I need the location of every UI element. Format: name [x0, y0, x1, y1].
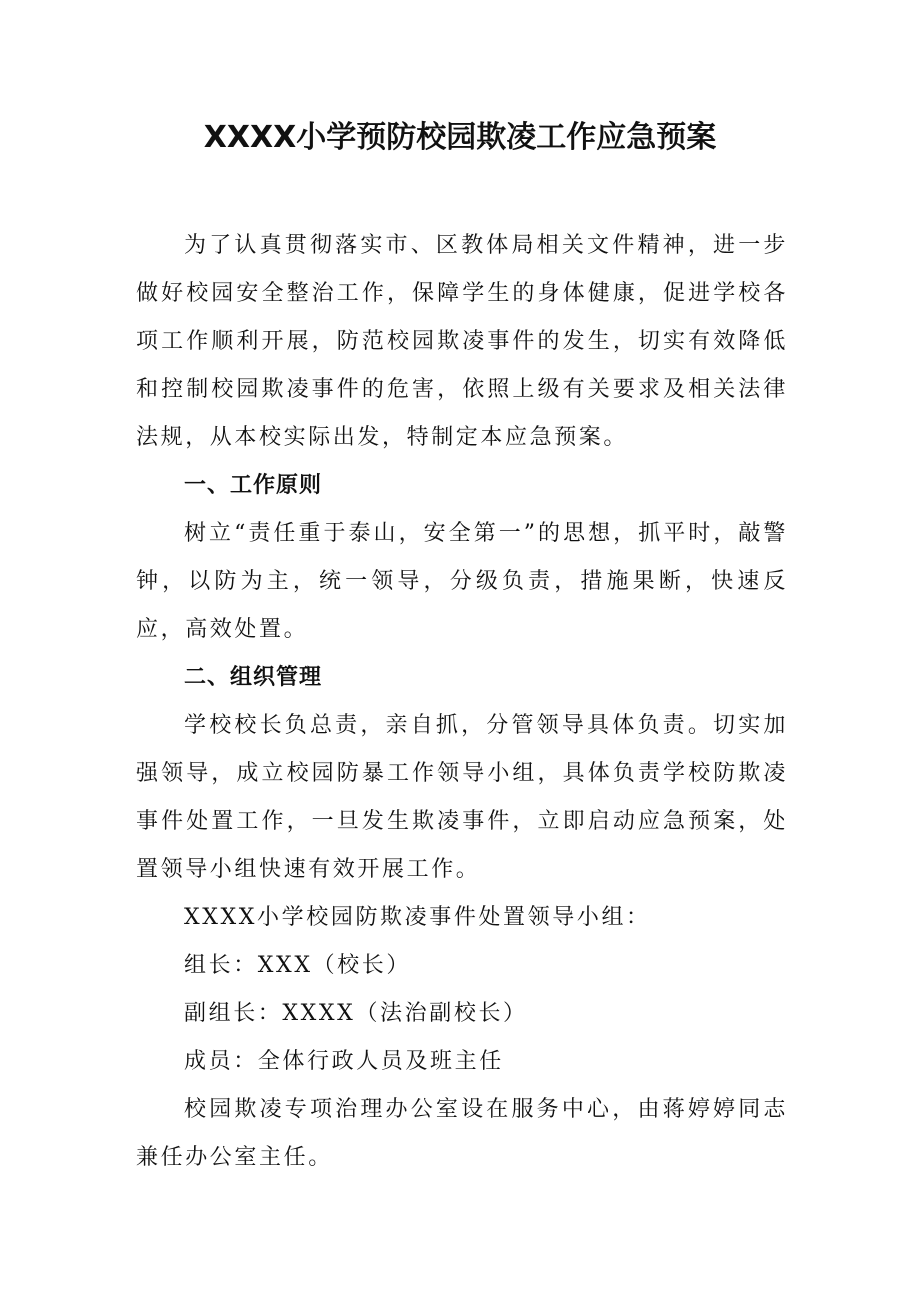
office-paragraph: 校园欺凌专项治理办公室设在服务中心，由蒋婷婷同志兼任办公室主任。	[136, 1097, 788, 1170]
group-leader-line: 组长：XXX（校长）	[184, 953, 411, 978]
organization-paragraph: 学校校长负总责，亲自抓，分管领导具体负责。切实加强领导，成立校园防暴工作领导小组，具体负责学校防欺凌事件处置工作，一旦发生欺凌事件，立即启动应急预案，处置领导小组快速有效开展工作。	[136, 713, 788, 882]
principles-paragraph: 树立“责任重于泰山，安全第一”的思想，抓平时，敲警钟，以防为主，统一领导，分级负责，措施果断，快速反应，高效处置。	[136, 521, 788, 642]
group-deputy-line: 副组长：XXXX（法治副校长）	[184, 1001, 528, 1026]
section-heading-organization: 二、组织管理	[184, 665, 323, 690]
section-heading-principles: 一、工作原则	[184, 473, 323, 498]
group-members-line: 成员：全体行政人员及班主任	[184, 1049, 504, 1074]
document-title: XXXX小学预防校园欺凌工作应急预案	[203, 120, 717, 155]
intro-paragraph: 为了认真贯彻落实市、区教体局相关文件精神，进一步做好校园安全整治工作，保障学生的身体健康，促进学校各项工作顺利开展，防范校园欺凌事件的发生，切实有效降低和控制校园欺凌事件的危害，依照上级有关要求及相关法律法规，从本校实际出发，特制定本应急预案。	[136, 233, 788, 450]
group-name-line: XXXX小学校园防欺凌事件处置领导小组：	[184, 905, 651, 930]
